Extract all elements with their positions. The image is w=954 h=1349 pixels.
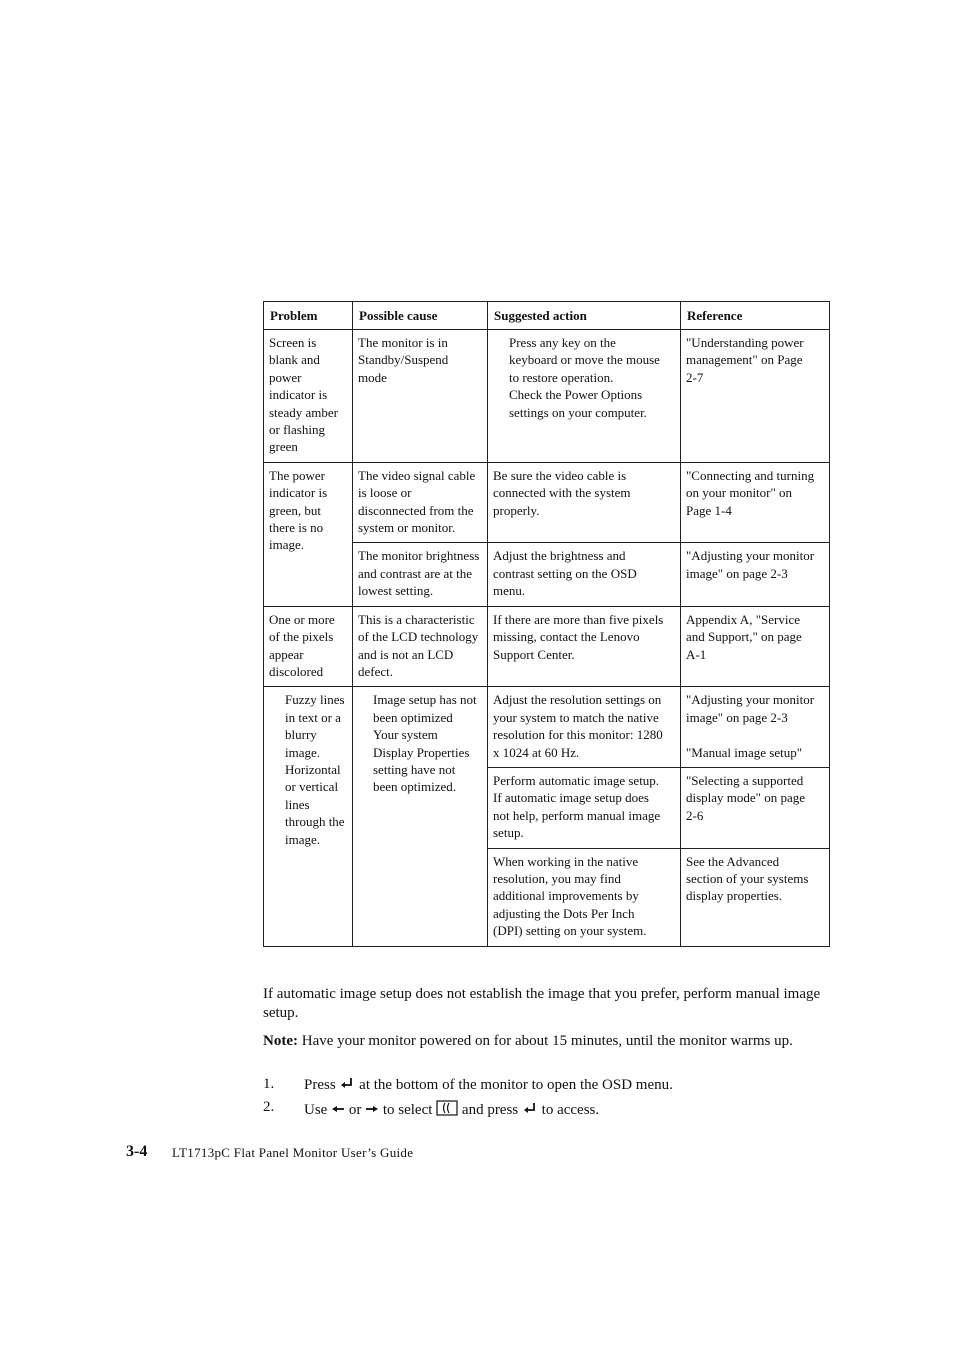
table-row — [264, 606, 830, 687]
reference-cell: See the Advanced section of your systems display properties. — [681, 848, 830, 946]
action-cell: Adjust the brightness and contrast setting on the OSD menu. — [488, 543, 681, 606]
body-paragraph: If automatic image setup does not establish the image that you prefer, perform manual image setup. — [263, 986, 821, 1021]
cause-cell: The monitor brightness and contrast are at the lowest setting. — [353, 543, 488, 606]
cause-cell: This is a characteristic of the LCD technology and is not an LCD defect. — [353, 606, 488, 687]
image-setup-icon — [436, 1099, 458, 1122]
reference-cell: "Selecting a supported display mode" on page 2-6 — [681, 767, 830, 848]
problem-cell: Fuzzy lines in text or a blurry image. Horizontal or vertical lines through the image. — [264, 687, 353, 946]
step-text: or — [348, 1101, 362, 1118]
note-label: Note: — [263, 1033, 298, 1049]
table-row — [264, 462, 830, 543]
step-number: 2. — [263, 1099, 275, 1115]
table-header-row — [264, 302, 830, 330]
troubleshooting-table-container — [263, 301, 829, 947]
step-text: to select — [382, 1101, 433, 1118]
right-arrow-icon — [365, 1102, 379, 1119]
enter-icon — [522, 1101, 538, 1120]
footer-title: LT1713pC Flat Panel Monitor User’s Guide — [172, 1145, 414, 1160]
note-text: Have your monitor powered on for about 15 minutes, until the monitor warms up. — [301, 1033, 793, 1049]
header-problem: Problem — [264, 302, 353, 330]
reference-cell: Appendix A, "Service and Support," on page A-1 — [681, 606, 830, 687]
reference-cell: "Adjusting your monitor image" on page 2-3 — [681, 543, 830, 606]
reference-cell: "Connecting and turning on your monitor" on Page 1-4 — [681, 462, 830, 543]
action-cell: When working in the native resolution, you may find additional improvements by adjusting the Dots Per Inch (DPI) setting on your system. — [488, 848, 681, 946]
action-cell: Perform automatic image setup. If automatic image setup does not help, perform manual image setup. — [488, 767, 681, 848]
action-cell: Adjust the resolution settings on your system to match the native resolution for this monitor: 1280 x 1024 at 60 Hz. — [488, 687, 681, 768]
problem-cell: One or more of the pixels appear discolored — [264, 606, 353, 687]
step-text: Use — [304, 1101, 328, 1118]
problem-cell: Screen is blank and power indicator is steady amber or flashing green — [264, 330, 353, 463]
table-row — [264, 687, 830, 768]
header-reference: Reference — [681, 302, 830, 330]
page-number: 3-4 — [126, 1143, 148, 1160]
cause-cell: The video signal cable is loose or disconnected from the system or monitor. — [353, 462, 488, 543]
step-text: to access. — [541, 1101, 600, 1118]
step-2 — [304, 1099, 599, 1122]
step-number: 1. — [263, 1076, 275, 1092]
step-1 — [304, 1076, 673, 1095]
step-text: at the bottom of the monitor to open the OSD menu. — [359, 1076, 673, 1093]
action-cell: Press any key on the keyboard or move the mouse to restore operation. Check the Power Options settings on your computer. — [488, 330, 681, 463]
left-arrow-icon — [331, 1102, 345, 1119]
note-block — [263, 1032, 860, 1051]
cause-cell: The monitor is in Standby/Suspend mode — [353, 330, 488, 463]
step-text: and press — [461, 1101, 519, 1118]
reference-cell: "Adjusting your monitor image" on page 2-3 "Manual image setup" — [681, 687, 830, 768]
troubleshooting-table — [263, 301, 830, 947]
action-cell: Be sure the video cable is connected with the system properly. — [488, 462, 681, 543]
enter-icon — [339, 1076, 355, 1095]
header-suggested-action: Suggested action — [488, 302, 681, 330]
action-cell: If there are more than five pixels missing, contact the Lenovo Support Center. — [488, 606, 681, 687]
reference-cell: "Understanding power management" on Page 2-7 — [681, 330, 830, 463]
table-row — [264, 330, 830, 463]
header-possible-cause: Possible cause — [353, 302, 488, 330]
cause-cell: Image setup has not been optimized Your system Display Properties setting have not been optimized. — [353, 687, 488, 946]
problem-cell: The power indicator is green, but there is no image. — [264, 462, 353, 606]
step-text: Press — [304, 1076, 336, 1093]
